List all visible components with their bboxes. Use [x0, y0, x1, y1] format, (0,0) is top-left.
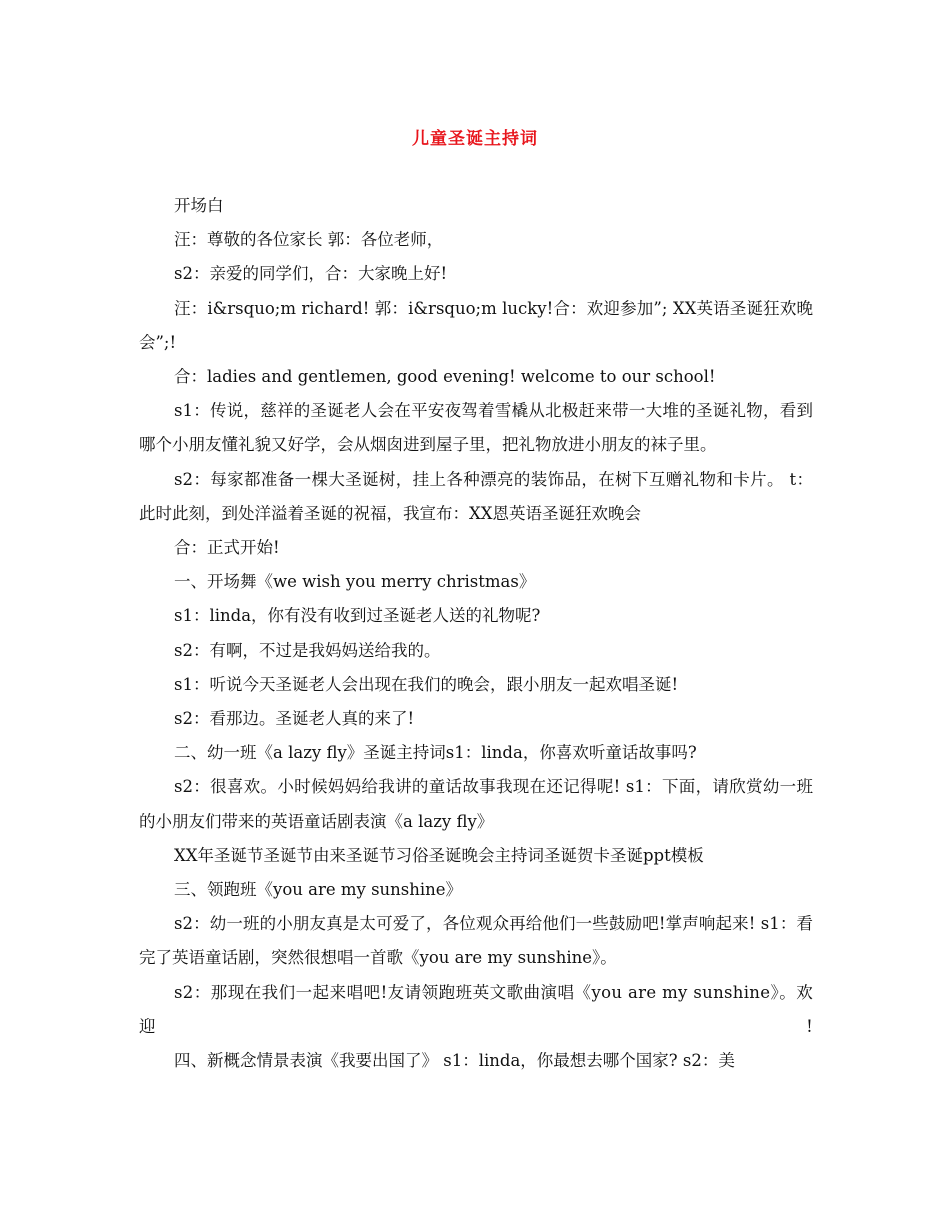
document-title: 儿童圣诞主持词 — [412, 129, 538, 149]
document-body — [139, 189, 813, 1078]
paragraph-line: 汪：i&rsquo;m richard! 郭：i&rsquo;m lucky!合：欢迎参加”; XX英语圣诞狂欢晚会”;! — [139, 298, 813, 352]
paragraph-line: 汪：尊敬的各位家长 郭：各位老师， — [174, 230, 444, 250]
paragraph-line: s2：那现在我们一起来唱吧!友请领跑班英文歌曲演唱《you are my sunshine》。欢迎! — [139, 982, 813, 1036]
paragraph-line: XX年圣诞节圣诞节由来圣诞节习俗圣诞晚会主持词圣诞贺卡圣诞ppt模板 — [174, 845, 704, 865]
section-heading: 二、幼一班《a lazy fly》圣诞主持词s1：linda，你喜欢听童话故事吗? — [174, 743, 697, 763]
paragraph-opening: 开场白 — [174, 196, 224, 215]
paragraph-line: 合：ladies and gentlemen, good evening! welcome to our school! — [174, 367, 716, 387]
paragraph-line: s2：亲爱的同学们，合：大家晚上好! — [174, 264, 448, 284]
section-heading: 三、领跑班《you are my sunshine》 — [174, 880, 463, 900]
paragraph-line: 合：正式开始! — [174, 538, 280, 558]
paragraph-line: s2：每家都准备一棵大圣诞树，挂上各种漂亮的装饰品，在树下互赠礼物和卡片。 t：此时此刻，到处洋溢着圣诞的祝福，我宣布：XX恩英语圣诞狂欢晚会 — [139, 469, 813, 523]
paragraph-line: s2：看那边。圣诞老人真的来了! — [174, 709, 415, 729]
paragraph-line: s1：传说，慈祥的圣诞老人会在平安夜驾着雪橇从北极赶来带一大堆的圣诞礼物，看到哪个小朋友懂礼貌又好学，会从烟囱进到屋子里，把礼物放进小朋友的袜子里。 — [139, 401, 813, 455]
paragraph-line: s1：听说今天圣诞老人会出现在我们的晚会，跟小朋友一起欢唱圣诞! — [174, 674, 679, 694]
section-heading: 一、开场舞《we wish you merry christmas》 — [174, 572, 536, 592]
paragraph-line: s2：很喜欢。小时候妈妈给我讲的童话故事我现在还记得呢! s1：下面，请欣赏幼一班的小朋友们带来的英语童话剧表演《a lazy fly》 — [139, 777, 813, 831]
paragraph-line: s2：有啊，不过是我妈妈送给我的。 — [174, 640, 441, 660]
paragraph-line: s2：幼一班的小朋友真是太可爱了，各位观众再给他们一些鼓励吧!掌声响起来! s1：看完了英语童话剧，突然很想唱一首歌《you are my sunshine》。 — [139, 914, 813, 968]
section-heading: 四、新概念情景表演《我要出国了》 s1：linda，你最想去哪个国家? s2：美 — [174, 1051, 735, 1071]
paragraph-line: s1：linda，你有没有收到过圣诞老人送的礼物呢? — [174, 606, 541, 626]
